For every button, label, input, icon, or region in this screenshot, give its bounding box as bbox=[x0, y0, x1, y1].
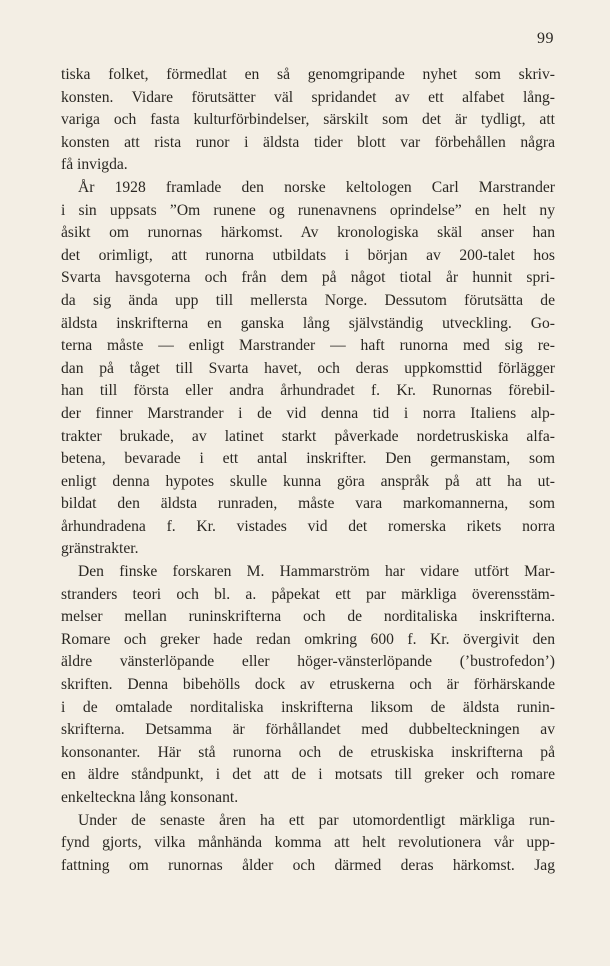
text-line: äldsta inskrifterna en ganska lång självständig utveckling. Go- bbox=[61, 314, 555, 332]
text-line: fynd gjorts, vilka månhända komma att helt revolutionera vår upp- bbox=[61, 834, 555, 852]
text-line: År 1928 framlade den norske keltologen Carl Marstrander bbox=[78, 178, 555, 196]
text-line: dan på tåget till Svarta havet, och deras uppkomsttid förlägger bbox=[61, 359, 555, 377]
text-line: tiska folket, förmedlat en så genomgripande nyhet som skriv- bbox=[61, 66, 555, 83]
text-line: variga och fasta kulturförbindelser, särskilt som det är tydligt, att bbox=[61, 111, 555, 129]
text-line: äldre vänsterlöpande eller höger-vänsterlöpande (’bustrofedon’) bbox=[61, 653, 555, 671]
text-line: han till första eller andra århundradet f. Kr. Runornas förebil- bbox=[61, 382, 555, 400]
body-text bbox=[61, 64, 555, 877]
text-line: enligt denna hypotes skulle kunna göra anspråk på att ha ut- bbox=[61, 472, 555, 490]
text-line: århundradena f. Kr. vistades vid det romerska rikets norra bbox=[61, 517, 555, 535]
text-line: Svarta havsgoterna och från dem på något tiotal år hunnit spri- bbox=[61, 269, 555, 287]
text-line: enkelteckna lång konsonant. bbox=[61, 789, 239, 806]
text-line: i de omtalade norditaliska inskrifterna liksom de äldsta runin- bbox=[61, 698, 555, 716]
text-line: Den finske forskaren M. Hammarström har vidare utfört Mar- bbox=[78, 563, 555, 581]
page-number: 99 bbox=[537, 30, 554, 47]
text-line: fattning om runornas ålder och därmed deras härkomst. Jag bbox=[61, 856, 555, 874]
text-line: i sin uppsats ”Om runene og runenavnens oprindelse” en helt ny bbox=[61, 201, 555, 219]
text-line: skrifterna. Detsamma är förhållandet med dubbelteckningen av bbox=[61, 721, 555, 739]
text-line: konsten att rista runor i äldsta tider blott var förbehållen några bbox=[61, 133, 555, 151]
text-line: melser mellan runinskrifterna och de norditaliska inskrifterna. bbox=[61, 608, 555, 626]
text-line: konsonanter. Här stå runorna och de etruskiska inskrifterna på bbox=[61, 743, 555, 761]
text-line: skriften. Denna bibehölls dock av etruskerna och är förhärskande bbox=[61, 676, 555, 694]
text-line: få invigda. bbox=[61, 156, 128, 174]
text-line: bildat den äldsta runraden, måste vara markomannerna, som bbox=[61, 495, 555, 513]
text-line: Romare och greker hade redan omkring 600 f. Kr. övergivit den bbox=[61, 630, 555, 648]
text-line: en äldre ståndpunkt, i det att de i motsats till greker och romare bbox=[61, 766, 555, 784]
text-line: konsten. Vidare förutsätter väl spridandet av ett alfabet lång- bbox=[61, 88, 555, 106]
text-line: betena, bevarade i ett antal inskrifter. Den germanstam, som bbox=[61, 450, 555, 468]
text-line: der finner Marstrander i de vid denna tid i norra Italiens alp- bbox=[61, 404, 555, 422]
text-line: da sig ända upp till mellersta Norge. Dessutom förutsätta de bbox=[61, 291, 555, 309]
text-line: åsikt om runornas härkomst. Av kronologiska skäl anser han bbox=[61, 224, 555, 242]
text-line: stranders teori och bl. a. påpekat ett par märkliga överensstäm- bbox=[61, 585, 555, 603]
text-line: Under de senaste åren ha ett par utomordentligt märkliga run- bbox=[78, 811, 555, 829]
text-line: terna måste — enligt Marstrander — haft runorna med sig re- bbox=[61, 337, 555, 355]
text-line: gränstrakter. bbox=[61, 540, 139, 558]
text-line: trakter brukade, av latinet starkt påverkade nordetruskiska alfa- bbox=[61, 427, 555, 445]
text-line: det orimligt, att runorna utbildats i början av 200-talet hos bbox=[61, 246, 555, 264]
